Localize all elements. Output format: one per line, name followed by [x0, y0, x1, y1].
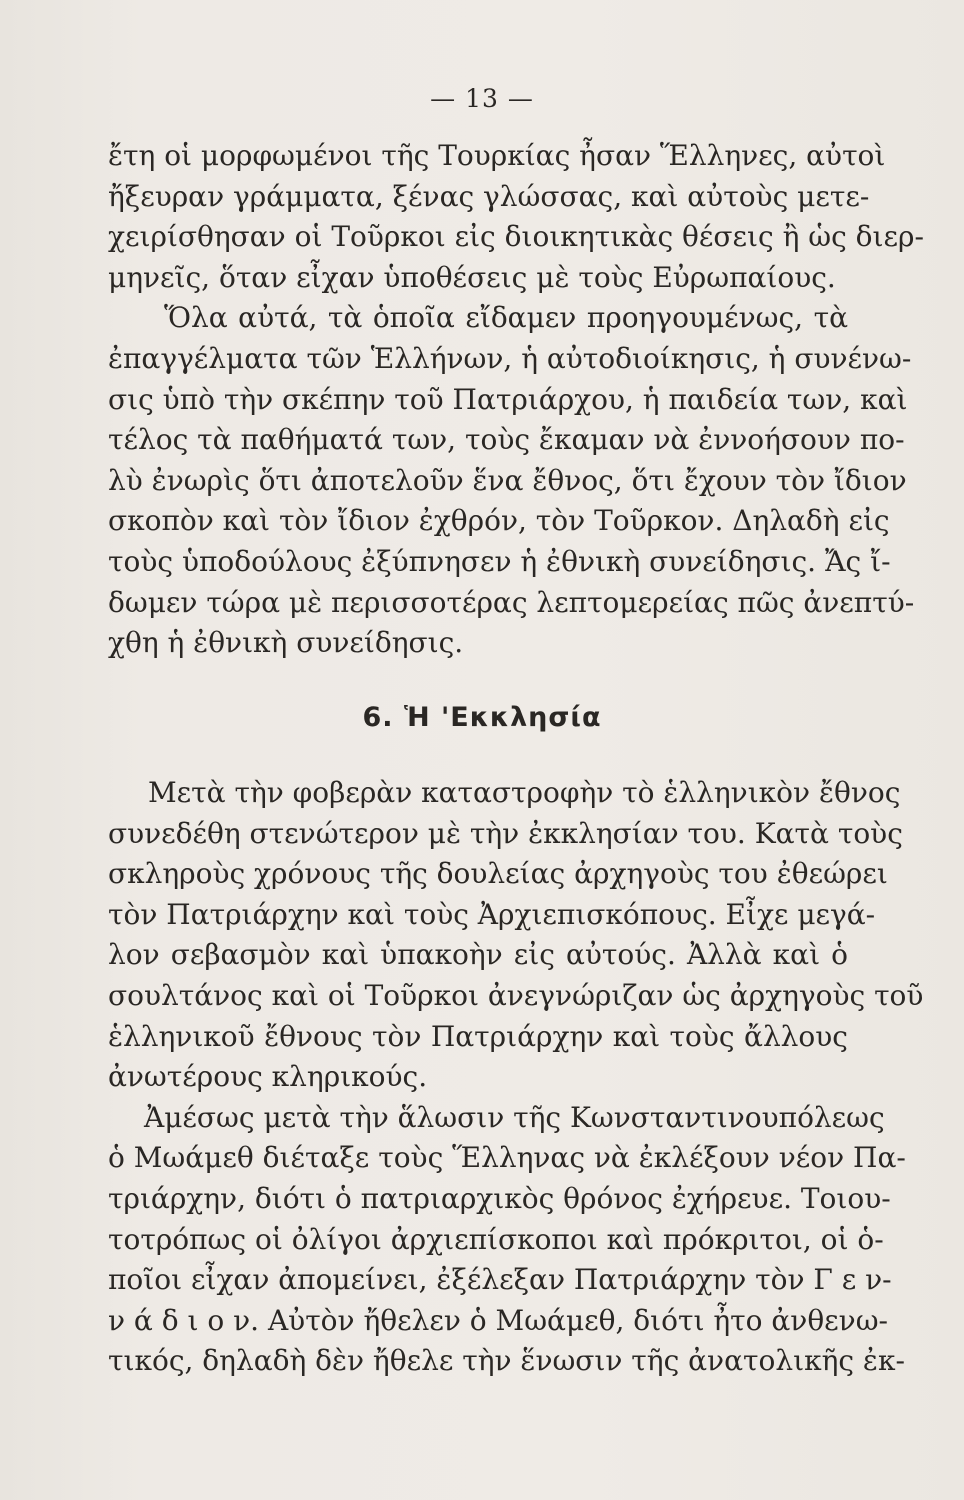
text-line: μηνεῖς, ὅταν εἶχαν ὑποθέσεις μὲ τοὺς Εὐρωπαίους. [108, 260, 836, 294]
text-line: σις ὑπὸ τὴν σκέπην τοῦ Πατριάρχου, ἡ παιδεία των, καὶ [108, 382, 908, 416]
text-line: ἤξευραν γράμματα, ξένας γλώσσας, καὶ αὐτοὺς μετε- [108, 179, 870, 213]
text-line: ὁ Μωάμεθ διέταξε τοὺς Ἕλληνας νὰ ἐκλέξουν νέον Πα- [108, 1141, 906, 1175]
text-line: λὺ ἐνωρὶς ὅτι ἀποτελοῦν ἕνα ἔθνος, ὅτι ἔχουν τὸν ἴδιον [108, 463, 907, 497]
text-line: τριάρχην, διότι ὁ πατριαρχικὸς θρόνος ἐχήρευε. Τοιου- [108, 1181, 891, 1215]
paragraph-before-heading [108, 136, 924, 664]
section-heading [0, 702, 964, 733]
text-line: Ὅλα αὐτά, τὰ ὁποῖα εἴδαμεν προηγουμένως, τὰ [164, 301, 848, 335]
text-line: ἐπαγγέλματα τῶν Ἑλλήνων, ἡ αὐτοδιοίκησις, ἡ συνένω- [108, 341, 912, 375]
text-line: σκληροὺς χρόνους τῆς δουλείας ἀρχηγοὺς του ἐθεώρει [108, 857, 888, 891]
page-number: — 13 — [430, 84, 534, 113]
section-title: Ἡ 'Εκκλησία [403, 702, 602, 733]
text-line: σουλτάνος καὶ οἱ Τοῦρκοι ἀνεγνώριζαν ὡς ἀρχηγοὺς τοῦ [108, 978, 924, 1012]
text-line: ν ά δ ι ο ν. Αὐτὸν ἤθελεν ὁ Μωάμεθ, διότι ἦτο ἀνθενω- [108, 1303, 888, 1337]
text-line: Μετὰ τὴν φοβερὰν καταστροφὴν τὸ ἑλληνικὸν ἔθνος [148, 776, 901, 809]
section-number: 6. [362, 702, 394, 733]
text-line: τικός, δηλαδὴ δὲν ἤθελε τὴν ἕνωσιν τῆς ἀνατολικῆς ἐκ- [108, 1344, 905, 1378]
text-line: ποῖοι εἶχαν ἀπομείνει, ἐξέλεξαν Πατριάρχην τὸν Γ ε ν- [108, 1263, 892, 1297]
text-line: χειρίσθησαν οἱ Τοῦρκοι εἰς διοικητικὰς θέσεις ἢ ὡς διερ- [108, 220, 924, 254]
text-line: τοὺς ὑποδούλους ἐξύπνησεν ἡ ἐθνικὴ συνείδησις. Ἄς ἴ- [108, 544, 891, 578]
text-line: σκοπὸν καὶ τὸν ἴδιον ἐχθρόν, τὸν Τοῦρκον. Δηλαδὴ εἰς [108, 504, 890, 538]
text-line: ἑλληνικοῦ ἔθνους τὸν Πατριάρχην καὶ τοὺς ἄλλους [108, 1019, 848, 1053]
text-line: τὸν Πατριάρχην καὶ τοὺς Ἀρχιεπισκόπους. Εἶχε μεγά- [108, 897, 876, 931]
text-line: τέλος τὰ παθήματά των, τοὺς ἔκαμαν νὰ ἐννοήσουν πο- [108, 423, 905, 457]
text-line: τοτρόπως οἱ ὀλίγοι ἀρχιεπίσκοποι καὶ πρόκριτοι, οἱ ὁ- [108, 1222, 884, 1256]
paragraph-after-heading [108, 773, 924, 1382]
text-line: Ἀμέσως μετὰ τὴν ἅλωσιν τῆς Κωνσταντινουπόλεως [144, 1100, 885, 1134]
text-line: συνεδέθη στενώτερον μὲ τὴν ἐκκλησίαν του. Κατὰ τοὺς [108, 816, 903, 850]
text-line: ἀνωτέρους κληρικούς. [108, 1060, 428, 1094]
text-line: χθη ἡ ἐθνικὴ συνείδησις. [108, 626, 464, 660]
text-line: ἔτη οἱ μορφωμένοι τῆς Τουρκίας ἦσαν Ἕλληνες, αὐτοὶ [108, 139, 886, 172]
text-line: δωμεν τώρα μὲ περισσοτέρας λεπτομερείας πῶς ἀνεπτύ- [108, 585, 915, 619]
text-line: λον σεβασμὸν καὶ ὑπακοὴν εἰς αὐτούς. Ἀλλὰ καὶ ὁ [108, 938, 848, 972]
